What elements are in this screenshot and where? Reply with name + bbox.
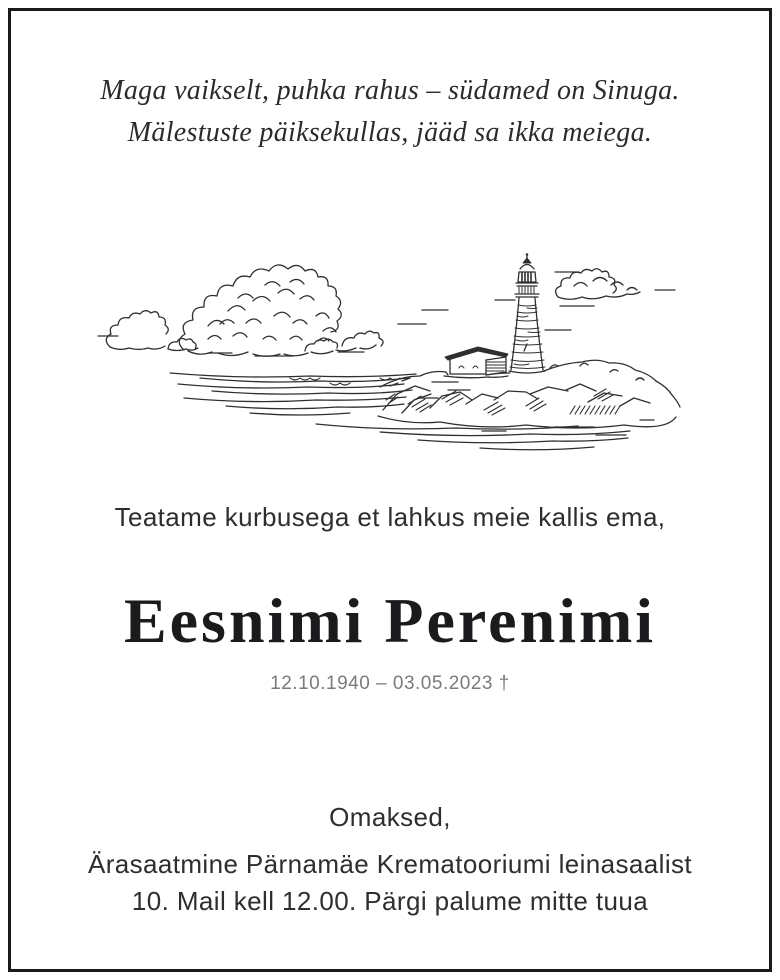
sky-dashes <box>98 272 675 356</box>
signature-text: Omaksed, <box>329 802 451 832</box>
memorial-quote <box>0 70 780 154</box>
cloud-big <box>179 265 341 350</box>
lighthouse-illustration <box>80 220 700 460</box>
ceremony-details <box>0 846 780 920</box>
rocky-shore <box>378 360 680 428</box>
lighthouse-tower <box>509 253 545 373</box>
quote-line-1: Maga vaikselt, puhka rahus – südamed on Sinuga. <box>100 75 680 106</box>
ceremony-line-1: Ärasaatmine Pärnamäe Krematooriumi leinasaalist <box>87 849 693 879</box>
deceased-name: Eesnimi Perenimi <box>123 585 657 656</box>
cloud-left-small <box>106 311 168 347</box>
ceremony-line-2: 10. Mail kell 12.00. Pärgi palume mitte tuua <box>131 886 649 916</box>
cloud-right-small <box>556 269 617 297</box>
announcement-text: Teatame kurbusega et lahkus meie kallis ema, <box>114 502 666 532</box>
life-dates: 12.10.1940 – 03.05.2023 † <box>270 673 510 694</box>
quote-line-2: Mälestuste päiksekullas, jääd sa ikka meiega. <box>127 117 653 148</box>
